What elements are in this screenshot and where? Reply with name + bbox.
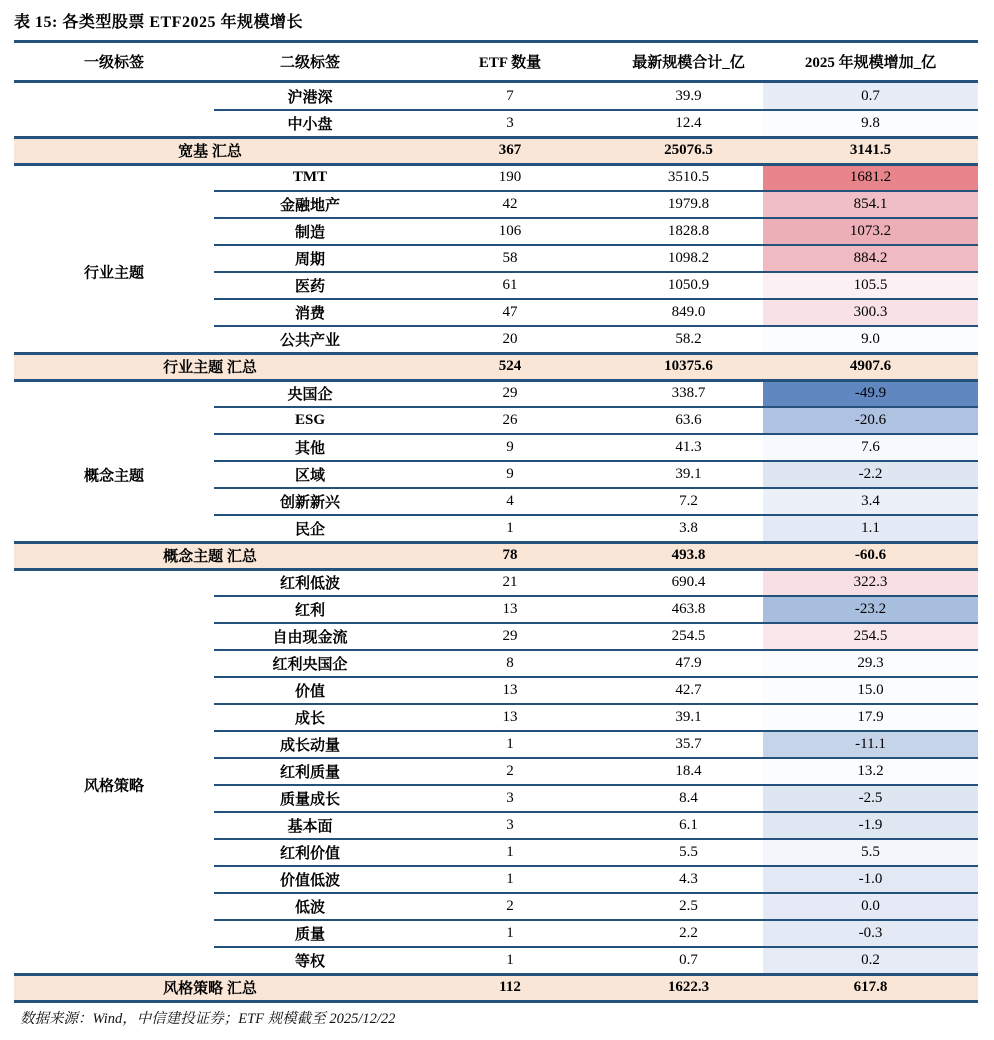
total-scale-cell: 39.1 [675, 466, 702, 482]
summary-count-cell: 78 [502, 547, 518, 563]
level1-cell [14, 164, 214, 191]
delta-scale-cell: 1681.2 [763, 164, 978, 191]
level2-label-cell: 制造 [294, 225, 325, 241]
delta-scale-cell: 300.3 [763, 299, 978, 326]
level1-cell [14, 893, 214, 920]
row-divider [214, 298, 978, 300]
level2-label-cell: 红利质量 [279, 765, 340, 781]
summary-total-cell: 493.8 [671, 547, 706, 563]
etf-count-cell: 61 [502, 277, 518, 293]
etf-count-cell: 1 [506, 952, 514, 968]
etf-count-cell: 3 [506, 790, 514, 806]
total-scale-cell: 41.3 [675, 439, 702, 455]
total-scale-cell: 1979.8 [667, 196, 710, 212]
summary-label-cell: 宽基 汇总 [178, 144, 242, 160]
level1-cell [14, 596, 214, 623]
level2-label-cell: 周期 [294, 252, 325, 268]
total-scale-cell: 35.7 [675, 736, 702, 752]
delta-scale-cell: 105.5 [763, 272, 978, 299]
delta-scale-cell: 9.0 [763, 326, 978, 353]
delta-scale-cell: 0.0 [763, 893, 978, 920]
summary-row [14, 353, 978, 380]
table-group [14, 83, 978, 164]
row-divider [214, 190, 978, 192]
delta-scale-cell: 3.4 [763, 488, 978, 515]
delta-scale-cell: 17.9 [763, 704, 978, 731]
delta-scale-cell: -1.0 [763, 866, 978, 893]
level2-label-cell: 价值 [294, 684, 325, 700]
etf-count-cell: 58 [502, 250, 518, 266]
level2-label-cell: 成长 [294, 711, 325, 727]
level1-cell [14, 569, 214, 596]
etf-count-cell: 2 [506, 898, 514, 914]
header-level1-label: 一级标签 [83, 55, 144, 71]
table-row [14, 947, 978, 974]
table-row [14, 488, 978, 515]
level1-cell [14, 650, 214, 677]
total-scale-cell: 8.4 [679, 790, 698, 806]
level2-label-cell: 等权 [294, 954, 325, 970]
row-divider [214, 622, 978, 624]
table-row [14, 704, 978, 731]
level2-label-cell: 基本面 [287, 819, 333, 835]
total-scale-cell: 3510.5 [667, 169, 710, 185]
etf-count-cell: 190 [498, 169, 522, 185]
delta-scale-cell: 0.7 [763, 83, 978, 110]
row-divider [214, 406, 978, 408]
table-row [14, 920, 978, 947]
row-divider [214, 919, 978, 921]
total-scale-cell: 0.7 [679, 952, 698, 968]
row-divider [214, 595, 978, 597]
etf-count-cell: 13 [502, 601, 518, 617]
row-divider [214, 217, 978, 219]
summary-top-divider [14, 541, 978, 544]
summary-count-cell: 524 [498, 358, 522, 374]
level1-cell [14, 677, 214, 704]
total-scale-cell: 2.5 [679, 898, 698, 914]
total-scale-cell: 47.9 [675, 655, 702, 671]
level1-cell [14, 434, 214, 461]
table-row [14, 434, 978, 461]
total-scale-cell: 254.5 [671, 628, 706, 644]
header-latest-scale: 最新规模合计_亿 [632, 55, 745, 71]
table-row [14, 515, 978, 542]
level2-label-cell: ESG [294, 412, 325, 428]
level1-cell [14, 866, 214, 893]
delta-scale-cell: 1.1 [763, 515, 978, 542]
level2-label-cell: 价值低波 [279, 873, 340, 889]
level2-label-cell: 金融地产 [279, 198, 340, 214]
row-divider [214, 487, 978, 489]
row-divider [214, 811, 978, 813]
level1-cell [14, 488, 214, 515]
summary-delta-cell: 3141.5 [849, 142, 892, 158]
summary-bottom-divider [14, 568, 978, 571]
level2-label-cell: 医药 [294, 279, 325, 295]
level2-label-cell: 低波 [294, 900, 325, 916]
table-row [14, 191, 978, 218]
row-divider [214, 784, 978, 786]
row-divider [214, 703, 978, 705]
table-row [14, 326, 978, 353]
total-scale-cell: 39.9 [675, 88, 702, 104]
delta-scale-cell: -11.1 [763, 731, 978, 758]
row-divider [214, 433, 978, 435]
delta-scale-cell: 9.8 [763, 110, 978, 137]
etf-count-cell: 20 [502, 331, 518, 347]
level2-label-cell: 区域 [294, 468, 325, 484]
level2-label-cell: 质量 [294, 927, 325, 943]
total-scale-cell: 5.5 [679, 844, 698, 860]
level2-label-cell: 其他 [294, 441, 325, 457]
data-source-note: 数据来源：Wind，中信建投证券；ETF 规模截至 2025/12/22 [20, 1011, 396, 1027]
summary-bottom-divider [14, 379, 978, 382]
level1-cell [14, 812, 214, 839]
row-divider [214, 271, 978, 273]
row-divider [214, 757, 978, 759]
table-row [14, 569, 978, 596]
delta-scale-cell: 7.6 [763, 434, 978, 461]
table-row [14, 380, 978, 407]
etf-count-cell: 42 [502, 196, 518, 212]
delta-scale-cell: 854.1 [763, 191, 978, 218]
row-divider [214, 244, 978, 246]
delta-scale-cell: 1073.2 [763, 218, 978, 245]
etf-count-cell: 13 [502, 709, 518, 725]
etf-count-cell: 1 [506, 871, 514, 887]
row-divider [214, 676, 978, 678]
etf-count-cell: 29 [502, 385, 518, 401]
level1-cell [14, 380, 214, 407]
level2-label-cell: 沪港深 [287, 90, 333, 106]
table-body [14, 83, 978, 1001]
summary-label-cell: 风格策略 汇总 [163, 981, 257, 997]
level2-label-cell: 央国企 [287, 387, 333, 403]
level2-label-cell: TMT [292, 169, 328, 185]
delta-scale-cell: -23.2 [763, 596, 978, 623]
total-scale-cell: 338.7 [671, 385, 706, 401]
total-scale-cell: 18.4 [675, 763, 702, 779]
summary-delta-cell: 617.8 [853, 979, 888, 995]
table-row [14, 866, 978, 893]
etf-count-cell: 106 [498, 223, 522, 239]
level2-label-cell: 中小盘 [287, 117, 333, 133]
level1-cell [14, 110, 214, 137]
summary-label-cell: 行业主题 汇总 [163, 360, 257, 376]
total-scale-cell: 6.1 [679, 817, 698, 833]
etf-count-cell: 29 [502, 628, 518, 644]
table-row [14, 110, 978, 137]
row-divider [214, 730, 978, 732]
table-row [14, 164, 978, 191]
etf-count-cell: 3 [506, 817, 514, 833]
delta-scale-cell: 322.3 [763, 569, 978, 596]
etf-count-cell: 9 [506, 439, 514, 455]
table-row [14, 731, 978, 758]
row-divider [214, 838, 978, 840]
table-group [14, 164, 978, 380]
etf-count-cell: 1 [506, 736, 514, 752]
header-level2-label: 二级标签 [279, 55, 340, 71]
delta-scale-cell: -20.6 [763, 407, 978, 434]
summary-label-cell: 概念主题 汇总 [163, 549, 257, 565]
summary-row [14, 974, 978, 1001]
level1-cell [14, 326, 214, 353]
summary-delta-cell: -60.6 [854, 547, 887, 563]
table-row [14, 407, 978, 434]
level1-cell [14, 83, 214, 110]
total-scale-cell: 12.4 [675, 115, 702, 131]
header-etf-count: ETF 数量 [478, 55, 542, 71]
etf-count-cell: 4 [506, 493, 514, 509]
level1-cell [14, 839, 214, 866]
etf-count-cell: 8 [506, 655, 514, 671]
table-header-row [14, 43, 978, 83]
level2-label-cell: 自由现金流 [272, 630, 348, 646]
level2-label-cell: 红利 [294, 603, 325, 619]
delta-scale-cell: 15.0 [763, 677, 978, 704]
table-row [14, 893, 978, 920]
level2-label-cell: 红利央国企 [272, 657, 348, 673]
total-scale-cell: 2.2 [679, 925, 698, 941]
total-scale-cell: 7.2 [679, 493, 698, 509]
summary-top-divider [14, 136, 978, 139]
level1-cell [14, 515, 214, 542]
table-row [14, 596, 978, 623]
delta-scale-cell: 29.3 [763, 650, 978, 677]
level2-label-cell: 消费 [294, 306, 325, 322]
level1-cell [14, 191, 214, 218]
etf-count-cell: 26 [502, 412, 518, 428]
delta-scale-cell: 884.2 [763, 245, 978, 272]
group-label: 概念主题 [83, 468, 144, 484]
etf-count-cell: 7 [506, 88, 514, 104]
level2-label-cell: 公共产业 [279, 333, 340, 349]
total-scale-cell: 849.0 [671, 304, 706, 320]
level2-label-cell: 成长动量 [279, 738, 340, 754]
total-scale-cell: 1828.8 [667, 223, 710, 239]
summary-count-cell: 112 [499, 979, 521, 995]
level2-label-cell: 民企 [294, 522, 325, 538]
table-row [14, 218, 978, 245]
delta-scale-cell: -2.5 [763, 785, 978, 812]
total-scale-cell: 58.2 [675, 331, 702, 347]
level1-cell [14, 299, 214, 326]
table-row [14, 623, 978, 650]
summary-top-divider [14, 973, 978, 976]
table-row [14, 812, 978, 839]
group-label: 风格策略 [83, 778, 144, 795]
level1-cell [14, 947, 214, 974]
row-divider [214, 865, 978, 867]
row-divider [214, 325, 978, 327]
row-divider [214, 514, 978, 516]
etf-count-cell: 9 [506, 466, 514, 482]
header-2025-increase: 2025 年规模增加_亿 [804, 55, 937, 71]
summary-top-divider [14, 352, 978, 355]
etf-scale-table [14, 40, 978, 1001]
table-group [14, 569, 978, 1001]
summary-count-cell: 367 [498, 142, 522, 158]
summary-total-cell: 1622.3 [667, 979, 710, 995]
total-scale-cell: 3.8 [679, 520, 698, 536]
total-scale-cell: 42.7 [675, 682, 702, 698]
etf-count-cell: 1 [506, 925, 514, 941]
delta-scale-cell: -49.9 [763, 380, 978, 407]
level2-label-cell: 创新新兴 [279, 495, 340, 511]
summary-delta-cell: 4907.6 [849, 358, 892, 374]
etf-count-cell: 3 [506, 115, 514, 131]
level2-label-cell: 红利低波 [279, 576, 340, 592]
etf-count-cell: 1 [506, 844, 514, 860]
row-divider [214, 892, 978, 894]
delta-scale-cell: -1.9 [763, 812, 978, 839]
level2-label-cell: 红利价值 [279, 846, 340, 862]
delta-scale-cell: 254.5 [763, 623, 978, 650]
total-scale-cell: 39.1 [675, 709, 702, 725]
table-row [14, 677, 978, 704]
row-divider [214, 460, 978, 462]
table-row [14, 650, 978, 677]
level1-cell [14, 920, 214, 947]
group-label: 行业主题 [83, 265, 144, 282]
etf-count-cell: 1 [506, 520, 514, 536]
table-title: 表 15: 各类型股票 ETF2025 年规模增长 [14, 14, 303, 31]
delta-scale-cell: 13.2 [763, 758, 978, 785]
row-divider [214, 649, 978, 651]
row-divider [214, 109, 978, 111]
summary-bottom-divider [14, 163, 978, 166]
summary-row [14, 137, 978, 164]
etf-count-cell: 21 [502, 574, 518, 590]
level1-cell [14, 623, 214, 650]
etf-count-cell: 2 [506, 763, 514, 779]
delta-scale-cell: 0.2 [763, 947, 978, 974]
total-scale-cell: 4.3 [679, 871, 698, 887]
total-scale-cell: 1050.9 [667, 277, 710, 293]
summary-total-cell: 25076.5 [664, 142, 713, 158]
total-scale-cell: 463.8 [671, 601, 706, 617]
level1-cell [14, 407, 214, 434]
level1-cell [14, 218, 214, 245]
level1-cell [14, 704, 214, 731]
table-row [14, 83, 978, 110]
level2-label-cell: 质量成长 [279, 792, 340, 808]
total-scale-cell: 63.6 [675, 412, 702, 428]
table-row [14, 299, 978, 326]
total-scale-cell: 1098.2 [667, 250, 710, 266]
table-row [14, 839, 978, 866]
delta-scale-cell: -0.3 [763, 920, 978, 947]
summary-total-cell: 10375.6 [664, 358, 713, 374]
etf-count-cell: 47 [502, 304, 518, 320]
delta-scale-cell: -2.2 [763, 461, 978, 488]
total-scale-cell: 690.4 [671, 574, 706, 590]
summary-row [14, 542, 978, 569]
table-group [14, 380, 978, 569]
level1-cell [14, 731, 214, 758]
row-divider [214, 946, 978, 948]
delta-scale-cell: 5.5 [763, 839, 978, 866]
summary-bottom-divider [14, 1000, 978, 1003]
etf-count-cell: 13 [502, 682, 518, 698]
